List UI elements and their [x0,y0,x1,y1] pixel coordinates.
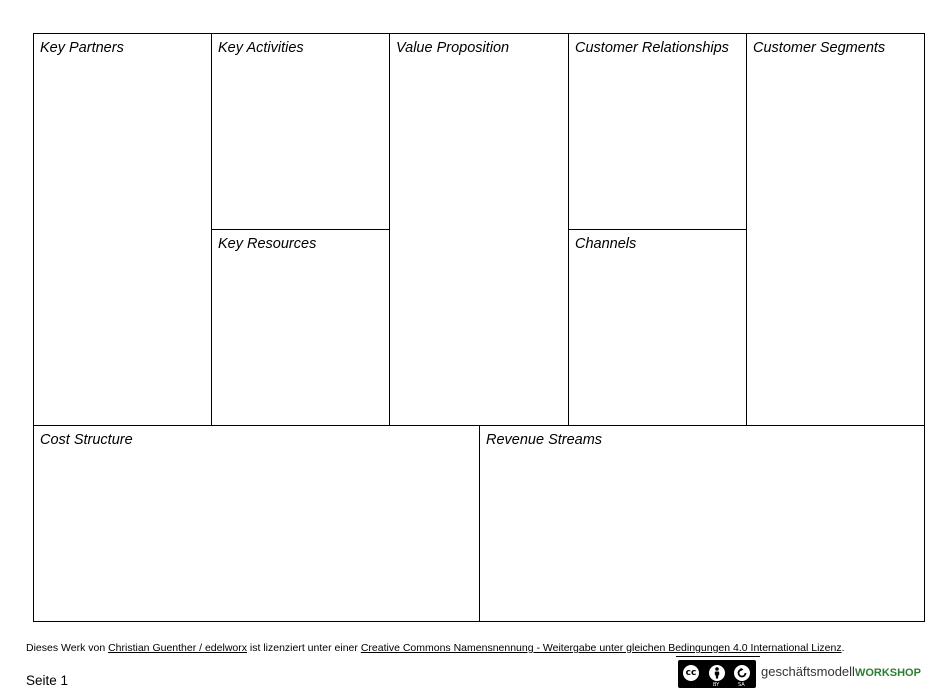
logo-divider [676,656,760,657]
brand-bold-text: WORKSHOP [854,667,921,679]
attribution-icon [707,663,727,683]
license-notice-prefix: Dieses Werk von [26,642,109,654]
customer-segments-title: Customer Segments [753,40,886,56]
license-notice [26,642,845,654]
channels-block [568,229,747,426]
brand-light-text: geschäftsmodell [761,664,855,679]
cc-icon: cc [681,663,701,683]
key-activities-title: Key Activities [218,40,304,56]
revenue-streams-title: Revenue Streams [486,432,603,448]
by-label: BY [713,682,720,688]
key-activities-block [211,33,390,230]
key-resources-block [211,229,390,426]
cost-structure-block [33,425,480,622]
customer-segments-block [746,33,925,426]
value-proposition-title: Value Proposition [396,40,510,56]
sa-label: SA [738,682,745,688]
page-number: Seite 1 [26,673,69,688]
license-link[interactable]: Creative Commons Namensnennung - Weitergabe unter gleichen Bedingungen 4.0 International Lizenz [360,642,842,654]
share-alike-icon [732,663,752,683]
license-notice-suffix: . [841,642,845,654]
customer-relationships-title: Customer Relationships [575,40,729,56]
customer-relationships-block [568,33,747,230]
key-resources-title: Key Resources [218,236,317,252]
author-link[interactable]: Christian Guenther / edelworx [108,642,247,654]
business-model-canvas [33,33,925,622]
cost-structure-title: Cost Structure [40,432,133,448]
cc-license-badge[interactable] [678,660,756,688]
key-partners-title: Key Partners [40,40,124,56]
revenue-streams-block [479,425,925,622]
value-proposition-block [389,33,569,426]
key-partners-block [33,33,212,426]
license-notice-middle: ist lizenziert unter einer [247,642,361,654]
brand-logo [761,664,921,679]
channels-title: Channels [575,236,637,252]
